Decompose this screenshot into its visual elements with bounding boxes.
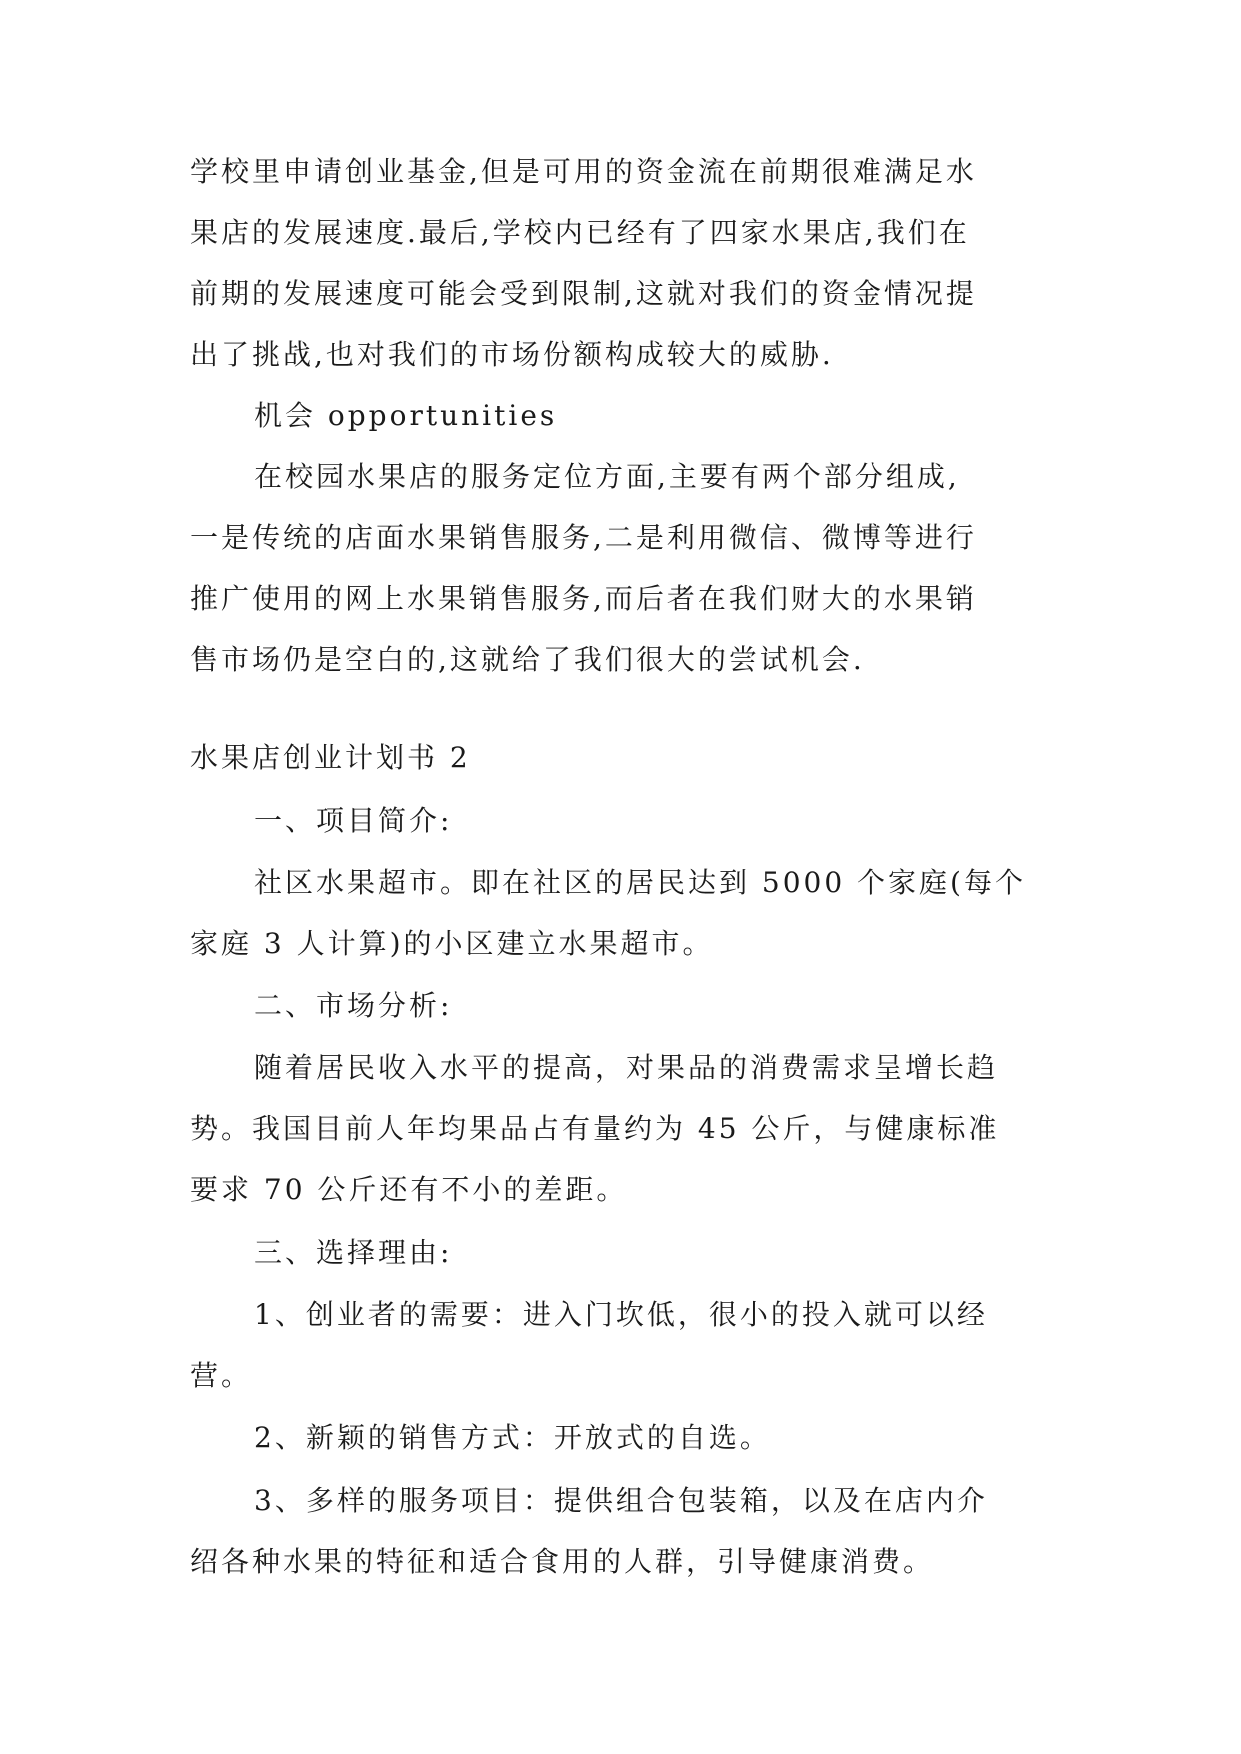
continued-paragraph (190, 141, 1052, 385)
reason-item-3 (190, 1470, 1052, 1592)
paragraph-line: 势。我国目前人年均果品占有量约为 45 公斤，与健康标准 (190, 1112, 1000, 1145)
paragraph-line: 2、新颖的销售方式：开放式的自选。 (254, 1421, 771, 1454)
section-title: 水果店创业计划书 2 (190, 741, 471, 774)
paragraph-line: 售市场仍是空白的,这就给了我们很大的尝试机会. (190, 643, 865, 676)
market-heading: 二、市场分析: (254, 989, 453, 1022)
opportunities-heading: 机会 opportunities (254, 399, 558, 432)
intro-heading: 一、项目简介: (254, 804, 453, 837)
paragraph-line: 前期的发展速度可能会受到限制,这就对我们的资金情况提 (190, 277, 977, 310)
paragraph-line: 营。 (190, 1359, 253, 1392)
paragraph-line: 在校园水果店的服务定位方面,主要有两个部分组成, (254, 460, 960, 493)
paragraph-line: 3、多样的服务项目：提供组合包装箱，以及在店内介 (254, 1484, 988, 1517)
opportunities-heading-block (190, 385, 1052, 446)
opportunities-paragraph (190, 446, 1052, 690)
paragraph-line: 果店的发展速度.最后,学校内已经有了四家水果店,我们在 (190, 216, 970, 249)
paragraph-line: 社区水果超市。即在社区的居民达到 5000 个家庭(每个 (254, 866, 1026, 899)
reason-item-1 (190, 1284, 1052, 1406)
market-heading-block (190, 975, 1052, 1036)
market-paragraph (190, 1037, 1052, 1220)
section-title-block (190, 727, 1052, 788)
paragraph-line: 推广使用的网上水果销售服务,而后者在我们财大的水果销 (190, 582, 977, 615)
reason-item-2 (190, 1407, 1052, 1468)
paragraph-line: 随着居民收入水平的提高，对果品的消费需求呈增长趋 (254, 1051, 999, 1084)
intro-heading-block (190, 790, 1052, 851)
paragraph-line: 1、创业者的需要：进入门坎低，很小的投入就可以经 (254, 1298, 988, 1331)
reason-heading-block (190, 1222, 1052, 1283)
paragraph-line: 一是传统的店面水果销售服务,二是利用微信、微博等进行 (190, 521, 977, 554)
paragraph-line: 出了挑战,也对我们的市场份额构成较大的威胁. (190, 338, 834, 371)
paragraph-line: 绍各种水果的特征和适合食用的人群，引导健康消费。 (190, 1545, 935, 1578)
paragraph-line: 学校里申请创业基金,但是可用的资金流在前期很难满足水 (190, 155, 977, 188)
intro-paragraph (190, 852, 1052, 974)
paragraph-line: 要求 70 公斤还有不小的差距。 (190, 1173, 628, 1206)
paragraph-line: 家庭 3 人计算)的小区建立水果超市。 (190, 927, 714, 960)
reason-heading: 三、选择理由: (254, 1236, 453, 1269)
